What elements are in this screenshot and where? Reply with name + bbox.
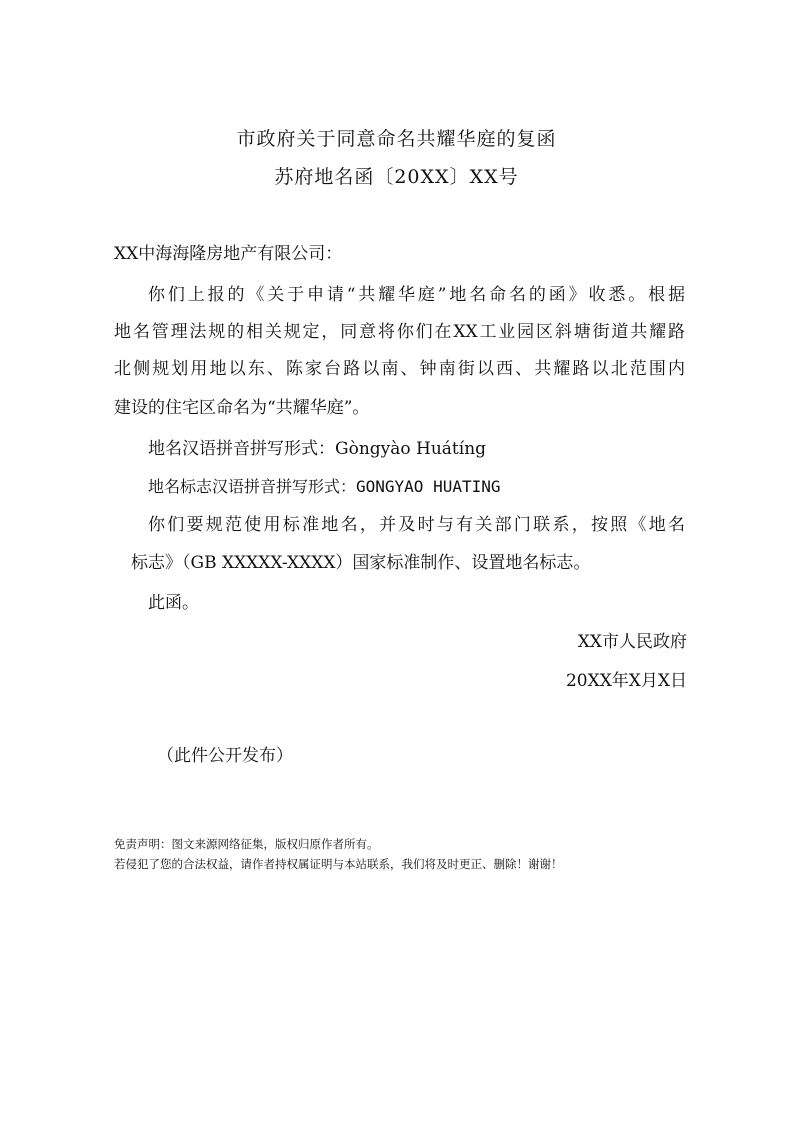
disclaimer-line2: 若侵犯了您的合法权益，请作者持权属证明与本站联系，我们将及时更正、删除！谢谢！	[114, 857, 563, 871]
paragraph1-line3: 北侧规划用地以东、陈家台路以南、钟南街以西、共耀路以北范围内	[114, 359, 685, 379]
publication-note: （此件公开发布）	[157, 746, 293, 766]
paragraph1-line1: 你们上报的《关于申请“共耀华庭”地名命名的函》收悉。根据	[148, 285, 685, 305]
document-number: 苏府地名函〔20XX〕XX号	[274, 166, 519, 188]
disclaimer-line1: 免责声明：图文来源网络征集，版权归原作者所有。	[114, 837, 379, 851]
issue-date: 20XX年X月X日	[565, 671, 687, 691]
salutation: XX中海海隆房地产有限公司：	[114, 244, 343, 264]
paragraph1-line2: 地名管理法规的相关规定，同意将你们在XX工业园区斜塘街道共耀路	[114, 322, 685, 342]
paragraph2-line2: 标志》（GB XXXXX-XXXX）国家标准制作、设置地名标志。	[131, 553, 591, 573]
paragraph1-line4: 建设的住宅区命名为“共耀华庭”。	[114, 398, 370, 418]
closing-phrase: 此函。	[148, 593, 199, 613]
sign-pinyin-spelling: 地名标志汉语拼音拼写形式：GONGYAO HUATING	[148, 477, 501, 496]
document-title: 市政府关于同意命名共耀华庭的复函	[236, 128, 557, 150]
issuer: XX市人民政府	[577, 632, 687, 652]
pinyin-spelling: 地名汉语拼音拼写形式：Gòngyào Huátíng	[148, 439, 487, 459]
paragraph2-line1: 你们要规范使用标准地名，并及时与有关部门联系，按照《地名	[148, 515, 685, 535]
